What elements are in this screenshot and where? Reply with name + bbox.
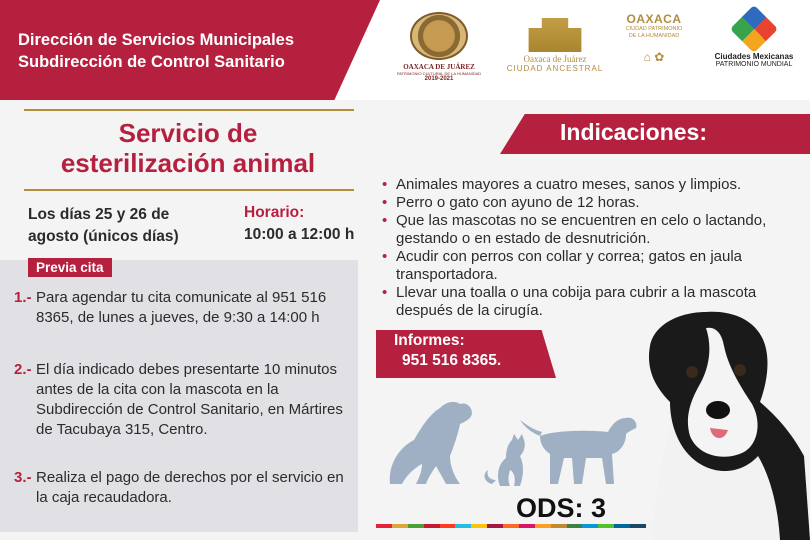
logo-text: OAXACA [626, 12, 682, 26]
logo-text: PATRIMONIO MUNDIAL [715, 61, 793, 68]
sdg-color-segment [408, 524, 424, 528]
step-text: El día indicado debes presentarte 10 minutos antes de la cita con la mascota en la Subdirección de Control Sanitario, en Mártires de Tacubaya 315, Centro. [36, 361, 343, 438]
sdg-color-segment [503, 524, 519, 528]
dates [28, 204, 179, 248]
sdg-color-segment [614, 524, 630, 528]
ciudades-mexicanas-logo [706, 12, 802, 68]
previa-cita-badge: Previa cita [28, 258, 112, 277]
step-number: 1.- [14, 289, 32, 306]
list-item-text: Que las mascotas no se encuentren en celo o lactando, gestando o en estado de desnutrición. [396, 212, 767, 247]
ods-label: ODS: 3 [516, 493, 607, 523]
list-item [382, 194, 802, 212]
logo-text: CIUDAD PATRIMONIO [625, 26, 683, 32]
title-line-2: esterilización animal [60, 148, 316, 178]
list-item [382, 212, 802, 248]
title-divider-top [24, 109, 354, 111]
sdg-color-segment [487, 524, 503, 528]
dog-nose-icon [706, 401, 730, 419]
sdg-color-segment [471, 524, 487, 528]
list-item-text: Acudir con perros con collar y correa; gatos en jaula transportadora. [396, 248, 743, 283]
sdg-color-segment [567, 524, 583, 528]
indicaciones-list [382, 176, 802, 320]
header-line-1: Dirección de Servicios Municipales [18, 31, 295, 49]
dog-eye-right-icon [734, 364, 746, 376]
border-collie-dog-image [640, 306, 810, 540]
step-item [14, 288, 346, 328]
building-icon [522, 12, 588, 52]
ciudad-ancestral-logo [505, 12, 605, 73]
step-item [14, 468, 346, 508]
step-number: 3.- [14, 469, 32, 486]
title-line-1: Servicio de [118, 118, 258, 148]
pets-silhouette-illustration [380, 396, 640, 496]
logo-text: CIUDAD ANCESTRAL [506, 64, 604, 73]
list-item-text: Animales mayores a cuatro meses, sanos y limpios. [396, 176, 742, 193]
sdg-color-segment [440, 524, 456, 528]
logo-text: DE LA HUMANIDAD [628, 33, 680, 39]
horario-label: Horario: [244, 204, 305, 221]
dog-eye-left-icon [686, 366, 698, 378]
seal-icon [410, 12, 468, 60]
oaxaca-seal-logo [395, 12, 483, 82]
logo-text: OAXACA DE JUÁREZ [403, 63, 475, 71]
sdg-color-segment [551, 524, 567, 528]
page-title [24, 118, 352, 178]
step-text: Para agendar tu cita comunicate al 951 516 8365, de lunes a jueves, de 9:30 a 14:00 h [36, 289, 327, 326]
cat-icon [485, 434, 525, 486]
informes-phone: 951 516 8365. [402, 352, 502, 369]
list-item [382, 248, 802, 284]
sdg-color-segment [424, 524, 440, 528]
header-title [18, 29, 294, 73]
dates-line-2: agosto (únicos días) [28, 228, 179, 245]
logo-text: 2019-2021 [424, 76, 454, 82]
list-item-text: Llevar una toalla o una cobija para cubrir a la mascota después de la cirugía. [396, 284, 757, 319]
sdg-color-segment [630, 524, 646, 528]
step-text: Realiza el pago de derechos por el servicio en la caja recaudadora. [36, 469, 344, 506]
step-item [14, 360, 346, 440]
sdg-color-bar [376, 524, 646, 528]
title-divider-bottom [24, 189, 354, 191]
sdg-color-segment [598, 524, 614, 528]
logo-text: Ciudades Mexicanas [714, 52, 794, 61]
bullet-icon: • [382, 176, 388, 193]
sdg-color-segment [455, 524, 471, 528]
list-item-text: Perro o gato con ayuno de 12 horas. [396, 194, 640, 211]
bullet-icon: • [382, 248, 388, 265]
standing-dog-icon [520, 418, 636, 484]
header [0, 0, 810, 100]
bullet-icon: • [382, 284, 388, 301]
dates-line-1: Los días 25 y 26 de [28, 206, 170, 223]
sdg-color-segment [535, 524, 551, 528]
horario-value: 10:00 a 12:00 h [244, 226, 355, 243]
step-number: 2.- [14, 361, 32, 378]
sdg-color-segment [582, 524, 598, 528]
bullet-icon: • [382, 194, 388, 211]
sdg-color-segment [519, 524, 535, 528]
ciudades-mark-icon [730, 5, 778, 53]
logo-text: Oaxaca de Juárez [523, 54, 587, 64]
sitting-dog-icon [390, 402, 472, 484]
logo-text: PATRIMONIO CULTURAL DE LA HUMANIDAD [396, 71, 482, 76]
bullet-icon: • [382, 212, 388, 229]
oaxaca-patrimonio-logo [612, 12, 696, 64]
header-line-2: Subdirección de Control Sanitario [18, 53, 285, 71]
unesco-icons: ⌂ ✿ [643, 50, 665, 64]
sdg-color-segment [392, 524, 408, 528]
sdg-color-segment [376, 524, 392, 528]
list-item [382, 176, 802, 194]
informes-label: Informes: [394, 332, 465, 349]
indicaciones-title: Indicaciones: [560, 119, 707, 145]
